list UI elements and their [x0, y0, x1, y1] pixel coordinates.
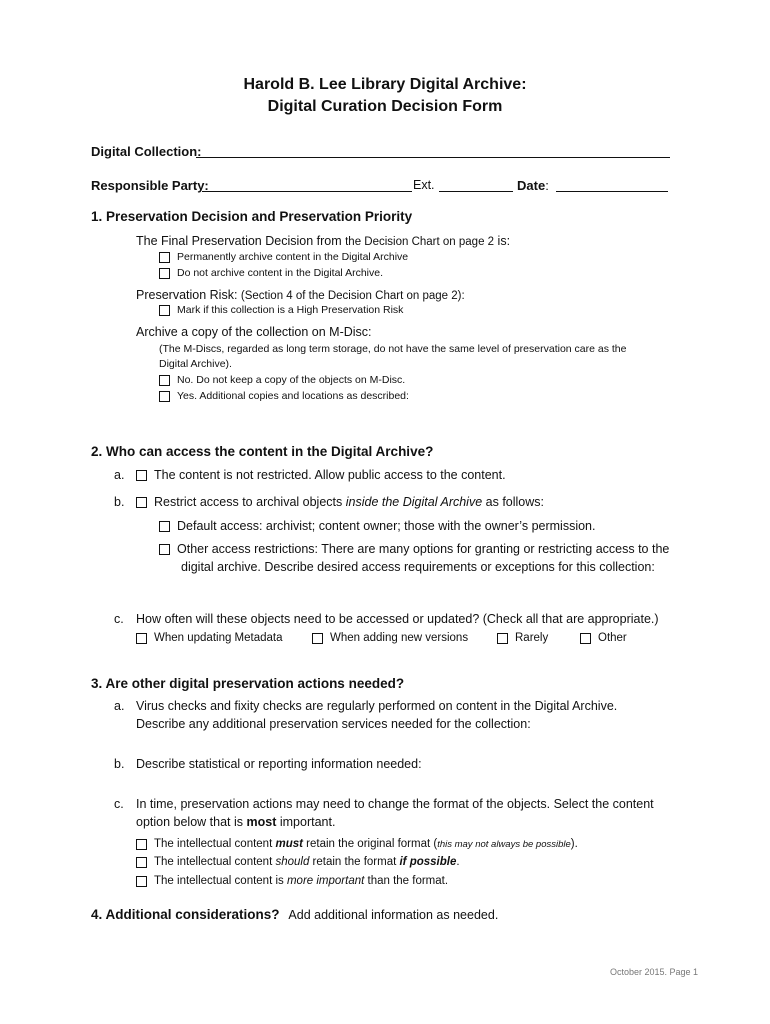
freq-option-rarely[interactable]: Rarely	[497, 632, 548, 644]
option-must-retain-format[interactable]: The intellectual content must retain the original format (this may not always be possible).	[136, 838, 578, 850]
checkbox[interactable]	[159, 268, 170, 279]
checkbox[interactable]	[159, 391, 170, 402]
checkbox[interactable]	[136, 497, 147, 508]
option-mdisc-yes[interactable]: Yes. Additional copies and locations as described:	[159, 390, 409, 402]
digital-collection-field[interactable]	[196, 157, 670, 158]
section1-heading: 1. Preservation Decision and Preservation Priority	[91, 209, 413, 224]
checkbox[interactable]	[136, 857, 147, 868]
checkbox[interactable]	[497, 633, 508, 644]
ext-field[interactable]	[439, 191, 513, 192]
option-high-risk[interactable]: Mark if this collection is a High Preservation Risk	[159, 304, 403, 316]
checkbox[interactable]	[159, 252, 170, 263]
freq-option-other[interactable]: Other	[580, 632, 627, 644]
list-marker: c.	[114, 612, 124, 626]
section4-heading: 4. Additional considerations? Add additional information as needed.	[91, 907, 499, 922]
list-marker: b.	[114, 757, 125, 771]
checkbox[interactable]	[136, 470, 147, 481]
list-marker: a.	[114, 699, 125, 713]
option-should-retain-format[interactable]: The intellectual content should retain the format if possible.	[136, 856, 460, 868]
option-do-not-archive[interactable]: Do not archive content in the Digital Archive.	[159, 267, 383, 279]
other-access-line-2: digital archive. Describe desired access requirements or exceptions for this collection:	[181, 560, 655, 574]
checkbox[interactable]	[159, 521, 170, 532]
statistical-info-text: Describe statistical or reporting information needed:	[136, 757, 422, 771]
digital-collection-label: Digital Collection:	[91, 144, 202, 159]
option-not-restricted[interactable]: The content is not restricted. Allow public access to the content.	[136, 468, 506, 482]
page-footer: October 2015. Page 1	[610, 967, 699, 977]
checkbox[interactable]	[136, 633, 147, 644]
access-frequency-question: How often will these objects need to be accessed or updated? (Check all that are appropriate.)	[136, 612, 659, 626]
title-line-2: Digital Curation Decision Form	[267, 98, 503, 115]
responsible-party-field[interactable]	[202, 191, 412, 192]
freq-option-new-versions[interactable]: When adding new versions	[312, 632, 468, 644]
mdisc-note-line-1: (The M-Discs, regarded as long term storage, do not have the same level of preservation care as the	[159, 343, 627, 355]
preservation-risk-text: Preservation Risk: (Section 4 of the Decision Chart on page 2):	[136, 288, 465, 302]
title-line-1: Harold B. Lee Library Digital Archive:	[243, 76, 527, 93]
list-marker: a.	[114, 468, 125, 482]
checkbox[interactable]	[136, 876, 147, 887]
date-label: Date:	[517, 178, 549, 193]
freq-option-metadata[interactable]: When updating Metadata	[136, 632, 283, 644]
option-mdisc-no[interactable]: No. Do not keep a copy of the objects on M-Disc.	[159, 374, 405, 386]
option-content-more-important[interactable]: The intellectual content is more important than the format.	[136, 875, 448, 887]
final-decision-text: The Final Preservation Decision from the Decision Chart on page 2 is:	[136, 234, 511, 248]
checkbox[interactable]	[159, 375, 170, 386]
option-permanent-archive[interactable]: Permanently archive content in the Digital Archive	[159, 251, 408, 263]
checkbox[interactable]	[159, 305, 170, 316]
date-field[interactable]	[556, 191, 668, 192]
checkbox[interactable]	[159, 544, 170, 555]
checkbox[interactable]	[580, 633, 591, 644]
responsible-party-label: Responsible Party:	[91, 178, 209, 193]
checkbox[interactable]	[312, 633, 323, 644]
ext-label: Ext.	[413, 178, 435, 192]
mdisc-note-line-2: Digital Archive).	[159, 358, 232, 370]
format-change-text: In time, preservation actions may need to change the format of the objects. Select the content	[136, 797, 654, 811]
section3-heading: 3. Are other digital preservation actions needed?	[91, 676, 405, 691]
virus-checks-text: Virus checks and fixity checks are regularly performed on content in the Digital Archive.	[136, 699, 618, 713]
section2-heading: 2. Who can access the content in the Digital Archive?	[91, 444, 434, 459]
list-marker: b.	[114, 495, 125, 509]
option-default-access[interactable]: Default access: archivist; content owner; those with the owner’s permission.	[159, 519, 595, 533]
format-change-text-2: option below that is most important.	[136, 815, 336, 829]
mdisc-text: Archive a copy of the collection on M-Disc:	[136, 325, 372, 339]
checkbox[interactable]	[136, 839, 147, 850]
additional-services-text: Describe any additional preservation services needed for the collection:	[136, 717, 531, 731]
option-other-access[interactable]: Other access restrictions: There are many options for granting or restricting access to the	[159, 542, 669, 556]
option-restrict-access[interactable]: Restrict access to archival objects inside the Digital Archive as follows:	[136, 495, 544, 509]
list-marker: c.	[114, 797, 124, 811]
